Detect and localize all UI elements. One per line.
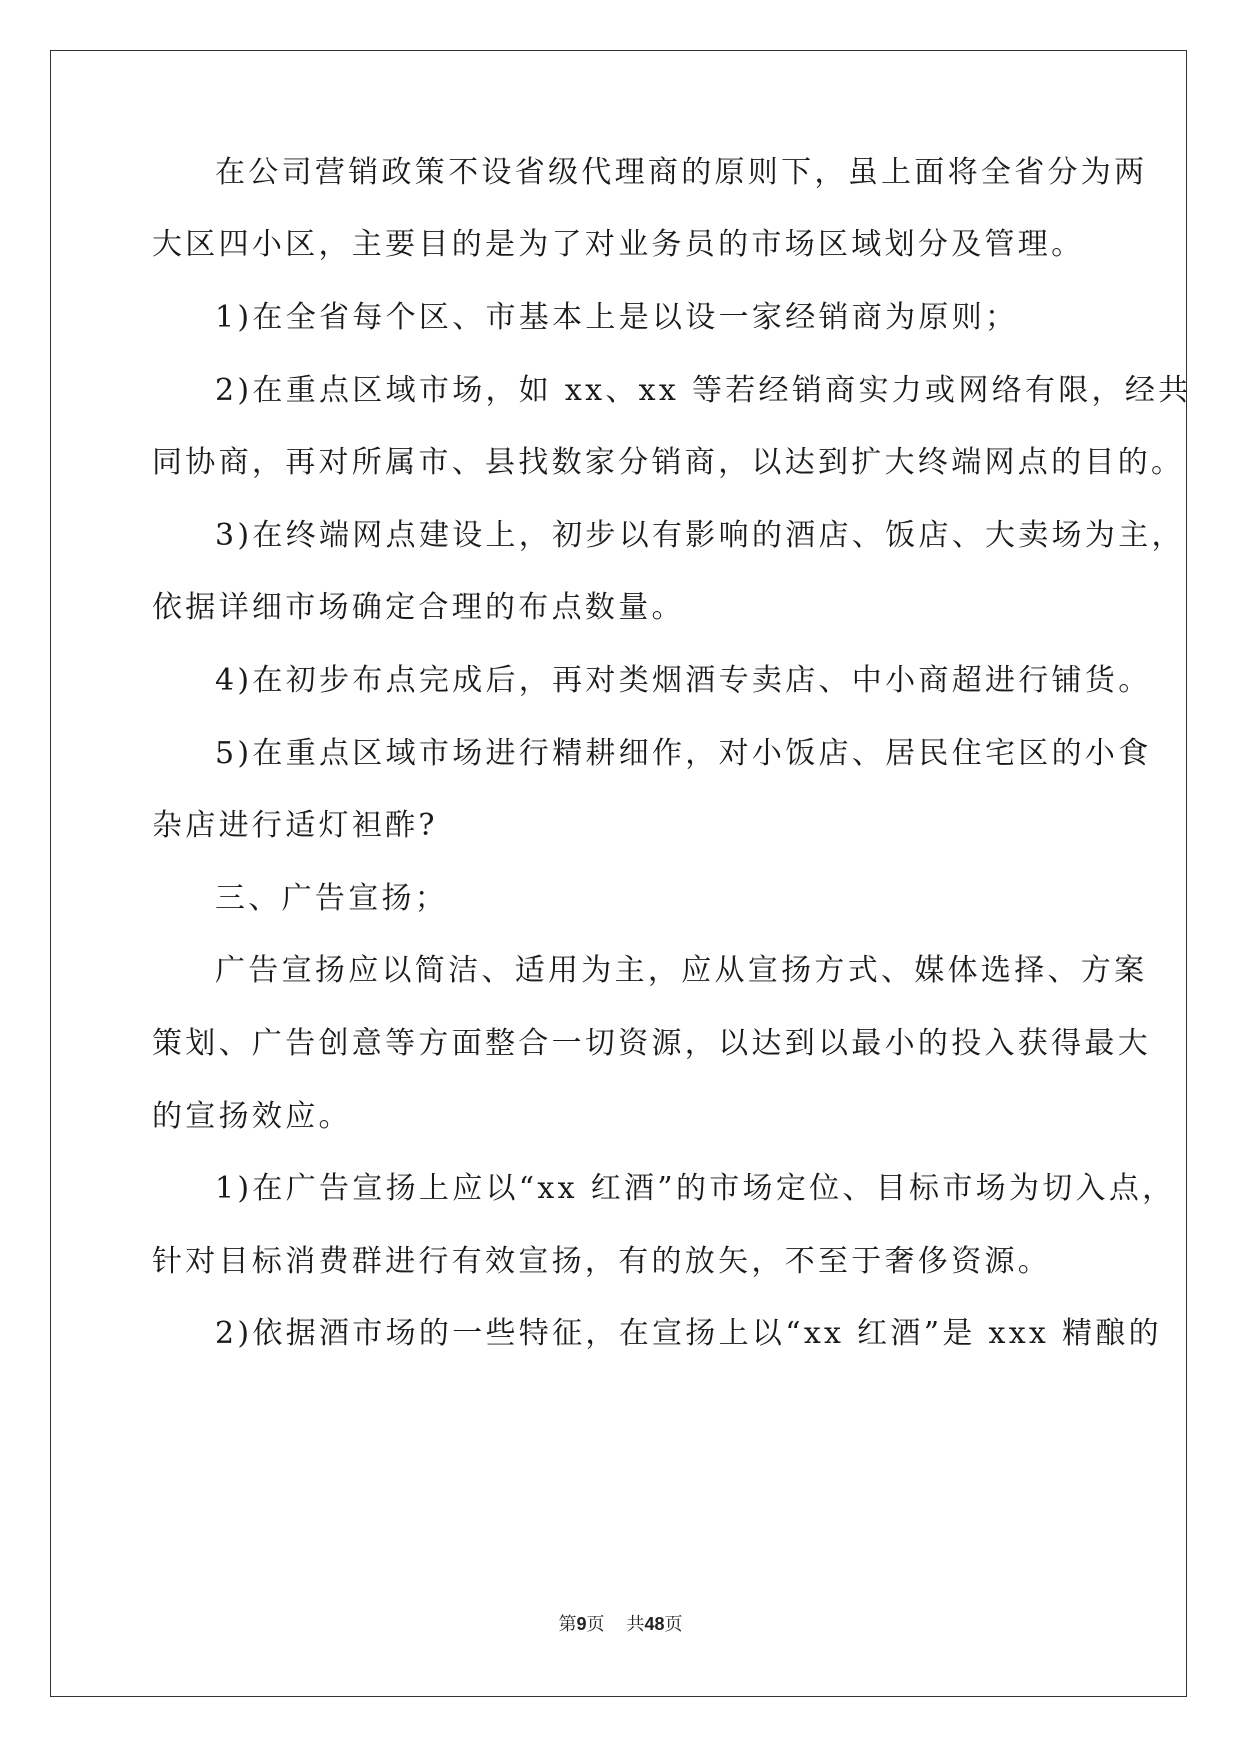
footer-page-word: 页 [586, 1614, 605, 1635]
paragraph-line: 1)在广告宣扬上应以“xx 红酒”的市场定位、目标市场为切入点， [215, 1171, 1176, 1206]
paragraph-line: 的宣扬效应。 [152, 1099, 352, 1134]
page-footer [0, 1612, 1241, 1637]
paragraph-line: 2)在重点区域市场，如 xx、xx 等若经销商实力或网络有限，经共 [215, 373, 1192, 408]
paragraph-line: 2)依据酒市场的一些特征，在宣扬上以“xx 红酒”是 xxx 精酿的 [215, 1316, 1162, 1351]
section-heading: 三、广告宣扬； [215, 881, 449, 916]
paragraph-line: 策划、广告创意等方面整合一切资源，以达到以最小的投入获得最大 [152, 1026, 1151, 1061]
paragraph-line: 大区四小区，主要目的是为了对业务员的市场区域划分及管理。 [152, 227, 1085, 262]
paragraph-line: 针对目标消费群进行有效宣扬，有的放矢，不至于奢侈资源。 [152, 1244, 1052, 1279]
paragraph-line: 在公司营销政策不设省级代理商的原则下，虽上面将全省分为两 [215, 155, 1148, 190]
paragraph-line: 广告宣扬应以简洁、适用为主，应从宣扬方式、媒体选择、方案 [215, 953, 1148, 988]
current-page-number: 9 [576, 1614, 587, 1634]
paragraph-line: 依据详细市场确定合理的布点数量。 [152, 590, 685, 625]
total-pages-number: 48 [644, 1614, 665, 1634]
paragraph-line: 同协商，再对所属市、县找数家分销商，以达到扩大终端网点的目的。 [152, 445, 1185, 480]
paragraph-line: 5)在重点区域市场进行精耕细作，对小饭店、居民住宅区的小食 [215, 736, 1152, 771]
paragraph-line: 杂店进行适灯袒酢? [152, 808, 438, 843]
footer-total-suffix: 页 [664, 1614, 683, 1635]
paragraph-line: 4)在初步布点完成后，再对类烟酒专卖店、中小商超进行铺货。 [215, 663, 1152, 698]
paragraph-line: 3)在终端网点建设上，初步以有影响的酒店、饭店、大卖场为主， [215, 518, 1185, 553]
footer-total-prefix: 共 [626, 1614, 645, 1635]
paragraph-line: 1)在全省每个区、市基本上是以设一家经销商为原则； [215, 300, 1019, 335]
footer-prefix: 第 [558, 1614, 577, 1635]
